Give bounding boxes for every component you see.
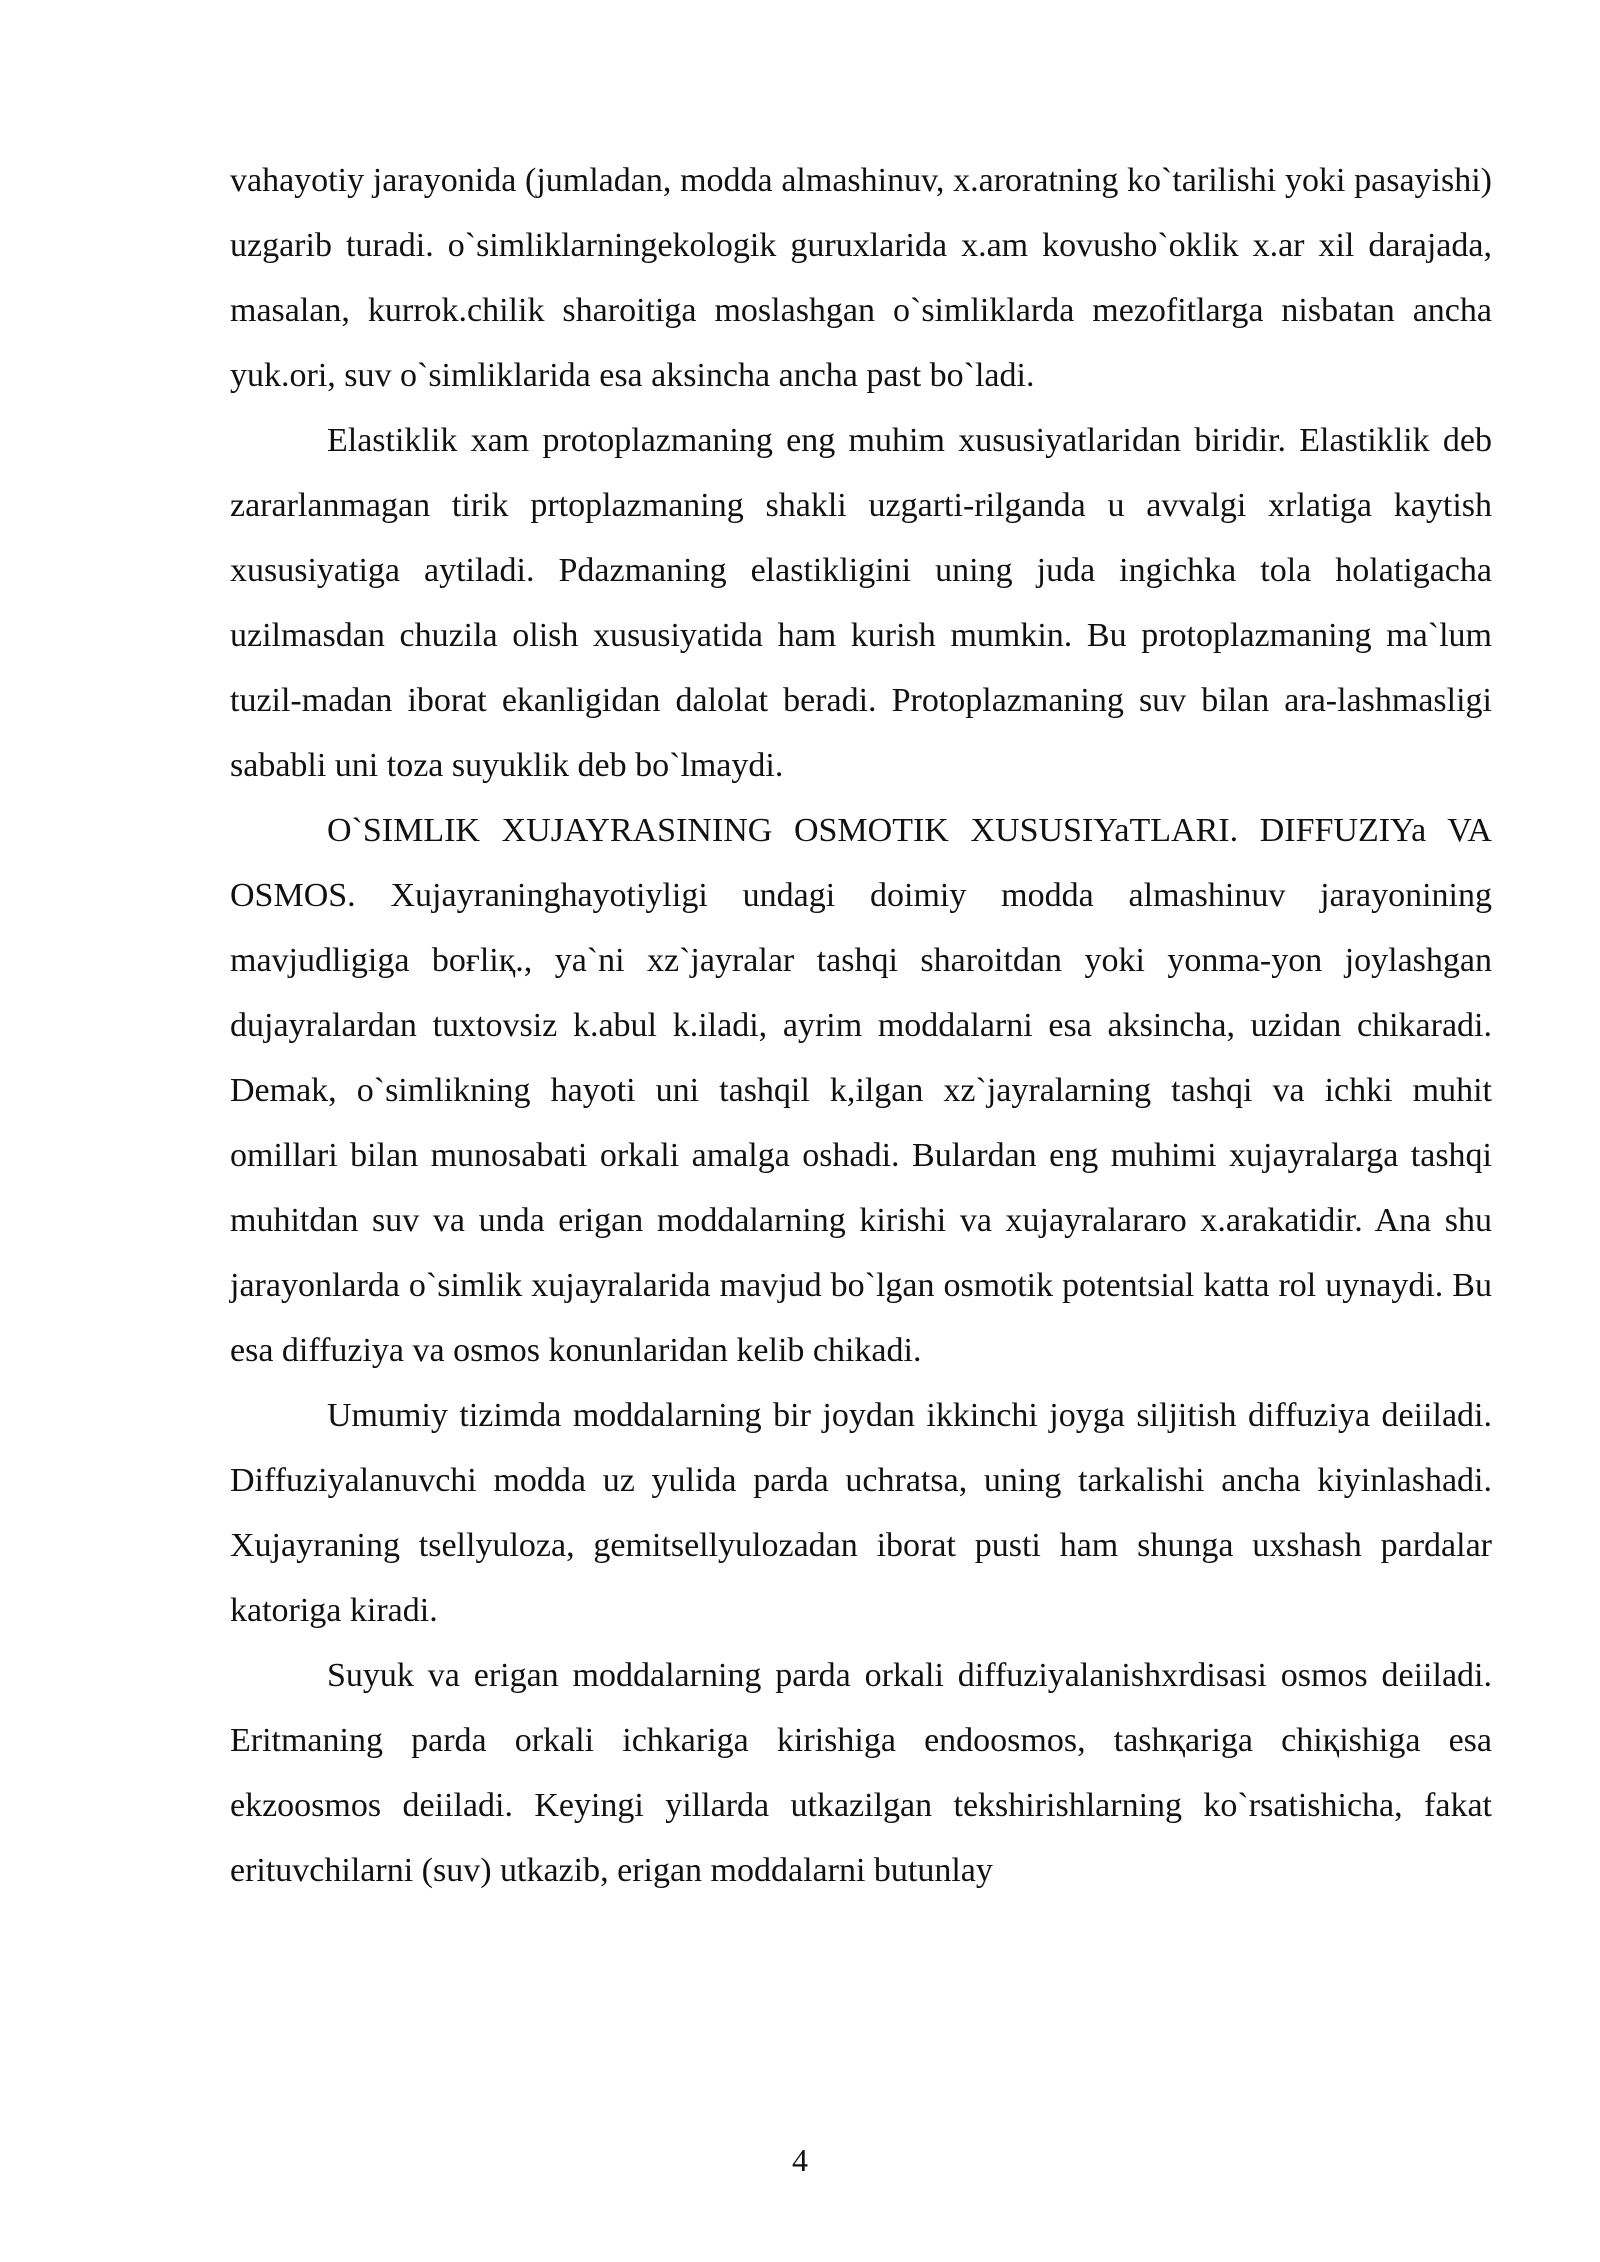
- paragraph-5: Suyuk va erigan moddalarning parda orkali diffuziyalanishxrdisasi osmos deiiladi. Eritmaning parda orkali ichkariga kirishiga endoosmos, tashқariga chiқishiga esa ekzoosmos deiiladi. Keyingi yillarda utkazilgan tekshirishlarning ko`rsatishicha, fakat erituvchilarni (suv) utkazib, erigan moddalarni butunlay: [230, 1657, 1492, 1889]
- paragraph-4: Umumiy tizimda moddalarning bir joydan ikkinchi joyga siljitish diffuziya deiiladi. Diffuziyalanuvchi modda uz yulida parda uchratsa, uning tarkalishi ancha kiyinlashadi. Xujayraning tsellyuloza, gemitsellyulozadan iborat pusti ham shunga uxshash pardalar katoriga kiradi.: [230, 1397, 1492, 1629]
- paragraph-2: Elastiklik xam protoplazmaning eng muhim xususiyatlaridan biridir. Elastiklik deb zararlanmagan tirik prtoplazmaning shakli uzgarti-rilganda u avvalgi xrlatiga kaytish xususiyatiga aytiladi. Pdazmaning elastikligini uning juda ingichka tola holatigacha uzilmasdan chuzila olish xususiyatida ham kurish mumkin. Bu protoplazmaning ma`lum tuzil-madan iborat ekanligidan dalolat beradi. Protoplazmaning suv bilan ara-lashmasligi sababli uni toza suyuklik deb bo`lmaydi.: [230, 422, 1492, 784]
- page-number: 4: [792, 2142, 808, 2178]
- paragraph-1: vahayotiy jarayonida (jumladan, modda almashinuv, x.aroratning ko`tarilishi yoki pasayishi) uzgarib turadi. o`simliklarningekologik guruxlarida x.am kovusho`oklik x.ar xil darajada, masalan, kurrok.chilik sharoitiga moslashgan o`simliklarda mezofitlarga nisbatan ancha yuk.ori, suv o`simliklarida esa aksincha ancha past bo`ladi.: [230, 162, 1492, 394]
- document-body: [230, 148, 1492, 1903]
- paragraph-3: O`SIMLIK XUJAYRASINING OSMOTIK XUSUSIYaTLARI. DIFFUZIYa VA OSMOS. Xujayraninghayotiyligi undagi doimiy modda almashinuv jarayonining mavjudligiga boғliқ., ya`ni xz`jayralar tashqi sharoitdan yoki yonma-yon joylashgan dujayralardan tuxtovsiz k.abul k.iladi, ayrim moddalarni esa aksincha, uzidan chikaradi. Demak, o`simlikning hayoti uni tashqil k,ilgan xz`jayralarning tashqi va ichki muhit omillari bilan munosabati orkali amalga oshadi. Bulardan eng muhimi xujayralarga tashqi muhitdan suv va unda erigan moddalarning kirishi va xujayralararo x.arakatidir. Ana shu jarayonlarda o`simlik xujayralarida mavjud bo`lgan osmotik potentsial katta rol uynaydi. Bu esa diffuziya va osmos konunlaridan kelib chikadi.: [230, 812, 1492, 1369]
